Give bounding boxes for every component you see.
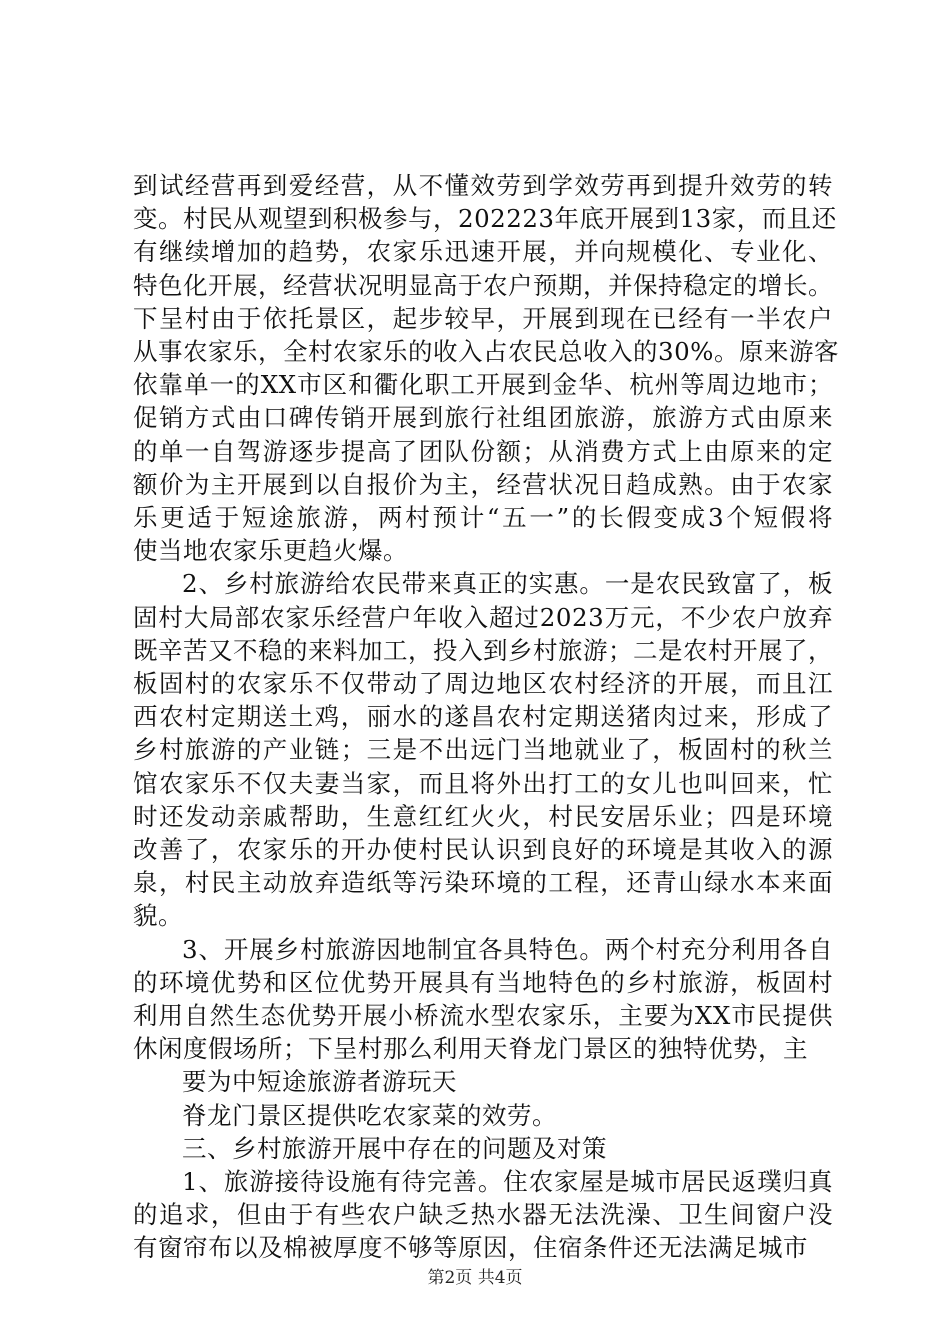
text-line: 的环境优势和区位优势开展具有当地特色的乡村旅游，板固村 [133, 967, 833, 997]
paragraph-start-line: 脊龙门景区提供吃农家菜的效劳。 [182, 1100, 557, 1130]
paragraph-start-line: 三、乡村旅游开展中存在的问题及对策 [182, 1133, 607, 1163]
text-line: 下呈村由于依托景区，起步较早，开展到现在已经有一半农户 [133, 303, 833, 333]
text-line: 使当地农家乐更趋火爆。 [133, 536, 408, 566]
text-line: 改善了，农家乐的开办使村民认识到良好的环境是其收入的源 [133, 835, 833, 864]
text-line: 泉，村民主动放弃造纸等污染环境的工程，还青山绿水本来面 [133, 868, 833, 898]
text-line: 馆农家乐不仅夫妻当家，而且将外出打工的女儿也叫回来，忙 [133, 768, 833, 798]
paragraph-start-line: 2、乡村旅游给农民带来真正的实惠。一是农民致富了，板 [182, 569, 833, 599]
page-number-footer: 第2页 共4页 [427, 1268, 523, 1288]
text-line: 利用自然生态优势开展小桥流水型农家乐，主要为XX市民提供 [133, 1001, 833, 1030]
text-line: 有窗帘布以及棉被厚度不够等原因，住宿条件还无法满足城市 [133, 1233, 808, 1263]
text-line: 板固村的农家乐不仅带动了周边地区农村经济的开展，而且江 [133, 669, 833, 698]
text-line: 的单一自驾游逐步提高了团队份额；从消费方式上由原来的定 [133, 436, 833, 466]
paragraph-start-line: 要为中短途旅游者游玩天 [182, 1067, 457, 1097]
text-line: 额价为主开展到以自报价为主，经营状况日趋成熟。由于农家 [133, 469, 833, 499]
text-line: 到试经营再到爱经营，从不懂效劳到学效劳再到提升效劳的转 [133, 171, 833, 200]
text-line: 有继续增加的趋势，农家乐迅速开展，并向规模化、专业化、 [133, 237, 833, 267]
paragraph-start-line: 1、旅游接待设施有待完善。住农家屋是城市居民返璞归真 [182, 1167, 833, 1196]
text-line: 促销方式由口碑传销开展到旅行社组团旅游，旅游方式由原来 [133, 403, 833, 433]
text-line: 依靠单一的XX市区和衢化职工开展到金华、杭州等周边地市； [133, 370, 833, 400]
text-line: 特色化开展，经营状况明显高于农户预期，并保持稳定的增长。 [133, 270, 833, 300]
text-line: 貌。 [133, 901, 183, 931]
text-line: 乡村旅游的产业链；三是不出远门当地就业了，板固村的秋兰 [133, 735, 833, 765]
text-line: 西农村定期送土鸡，丽水的遂昌农村定期送猪肉过来，形成了 [133, 702, 833, 732]
text-line: 既辛苦又不稳的来料加工，投入到乡村旅游；二是农村开展了， [133, 635, 833, 665]
text-line: 的追求，但由于有些农户缺乏热水器无法洗澡、卫生间窗户没 [133, 1200, 833, 1230]
text-line: 变。村民从观望到积极参与，202223年底开展到13家，而且还 [133, 204, 837, 234]
text-line: 乐更适于短途旅游，两村预计“五一”的长假变成3个短假将 [133, 503, 833, 532]
paragraph-start-line: 3、开展乡村旅游因地制宜各具特色。两个村充分利用各自 [182, 934, 833, 964]
text-line: 从事农家乐，全村农家乐的收入占农民总收入的30%。原来游客 [133, 337, 839, 366]
text-line: 时还发动亲戚帮助，生意红红火火，村民安居乐业；四是环境 [133, 801, 833, 831]
text-line: 固村大局部农家乐经营户年收入超过2023万元，不少农户放弃 [133, 602, 833, 632]
text-line: 休闲度假场所；下呈村那么利用天脊龙门景区的独特优势，主 [133, 1034, 808, 1064]
